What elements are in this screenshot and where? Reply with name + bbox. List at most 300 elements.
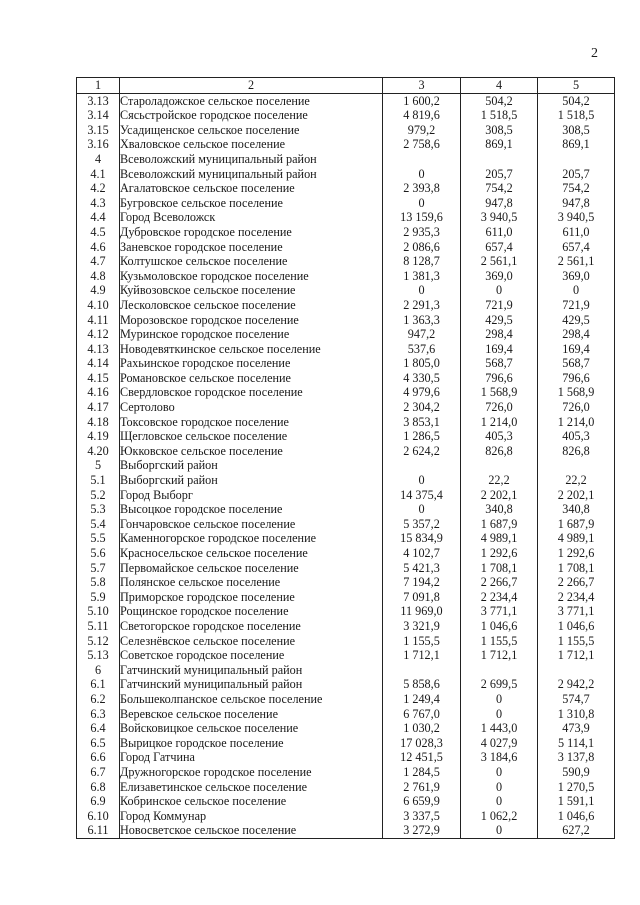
table-row: [77, 794, 615, 809]
value-col5-cell: 504,2: [538, 93, 615, 108]
row-number-cell: 5.1: [77, 473, 120, 488]
table-row: [77, 531, 615, 546]
settlement-name-cell: Город Всеволожск: [120, 210, 383, 225]
value-col5-cell: 1 214,0: [538, 415, 615, 430]
settlement-name-cell: Лесколовское сельское поселение: [120, 298, 383, 313]
value-col4-cell: 2 561,1: [461, 254, 538, 269]
value-col4-cell: 1 443,0: [461, 721, 538, 736]
value-col3-cell: 2 291,3: [383, 298, 461, 313]
value-col3-cell: 947,2: [383, 327, 461, 342]
value-col3-cell: 12 451,5: [383, 750, 461, 765]
row-number-cell: 4.4: [77, 210, 120, 225]
row-number-cell: 4.3: [77, 196, 120, 211]
settlement-name-cell: Романовское сельское поселение: [120, 371, 383, 386]
value-col4-cell: 2 699,5: [461, 677, 538, 692]
value-col4-cell: 1 712,1: [461, 648, 538, 663]
table-row: [77, 123, 615, 138]
value-col3-cell: 7 091,8: [383, 590, 461, 605]
value-col5-cell: 611,0: [538, 225, 615, 240]
row-number-cell: 6.11: [77, 823, 120, 838]
table-row: [77, 780, 615, 795]
value-col4-cell: 0: [461, 780, 538, 795]
column-header-number: 1: [77, 78, 120, 94]
settlement-name-cell: Бугровское сельское поселение: [120, 196, 383, 211]
settlement-name-cell: Выборгский район: [120, 473, 383, 488]
value-col4-cell: 1 568,9: [461, 385, 538, 400]
row-number-cell: 6.6: [77, 750, 120, 765]
row-number-cell: 5.2: [77, 488, 120, 503]
value-col5-cell: 1 046,6: [538, 619, 615, 634]
table-row: [77, 181, 615, 196]
value-col5-cell: 3 771,1: [538, 604, 615, 619]
value-col3-cell: 1 805,0: [383, 356, 461, 371]
row-number-cell: 4.15: [77, 371, 120, 386]
value-col5-cell: 429,5: [538, 313, 615, 328]
value-col4-cell: 308,5: [461, 123, 538, 138]
row-number-cell: 6.5: [77, 736, 120, 751]
value-col4-cell: 298,4: [461, 327, 538, 342]
settlement-name-cell: Советское городское поселение: [120, 648, 383, 663]
value-col5-cell: [538, 152, 615, 167]
settlement-name-cell: Кузьмоловское городское поселение: [120, 269, 383, 284]
value-col5-cell: 826,8: [538, 444, 615, 459]
value-col5-cell: 1 270,5: [538, 780, 615, 795]
value-col5-cell: 590,9: [538, 765, 615, 780]
value-col3-cell: 5 421,3: [383, 561, 461, 576]
table-body: [77, 93, 615, 838]
settlement-name-cell: Новосветское сельское поселение: [120, 823, 383, 838]
settlement-name-cell: Красносельское сельское поселение: [120, 546, 383, 561]
value-col3-cell: 1 600,2: [383, 93, 461, 108]
value-col3-cell: 3 272,9: [383, 823, 461, 838]
settlement-name-cell: Приморское городское поселение: [120, 590, 383, 605]
row-number-cell: 5.10: [77, 604, 120, 619]
row-number-cell: 6.9: [77, 794, 120, 809]
value-col4-cell: 1 708,1: [461, 561, 538, 576]
row-number-cell: 5.8: [77, 575, 120, 590]
value-col5-cell: 2 561,1: [538, 254, 615, 269]
settlement-name-cell: Сертолово: [120, 400, 383, 415]
value-col4-cell: 947,8: [461, 196, 538, 211]
value-col3-cell: [383, 663, 461, 678]
settlement-name-cell: Токсовское городское поселение: [120, 415, 383, 430]
settlement-name-cell: Высоцкое городское поселение: [120, 502, 383, 517]
value-col4-cell: 1 046,6: [461, 619, 538, 634]
row-number-cell: 3.16: [77, 137, 120, 152]
value-col3-cell: 979,2: [383, 123, 461, 138]
value-col4-cell: 429,5: [461, 313, 538, 328]
value-col5-cell: 308,5: [538, 123, 615, 138]
settlement-name-cell: Муринское городское поселение: [120, 327, 383, 342]
value-col4-cell: 504,2: [461, 93, 538, 108]
table-row: [77, 385, 615, 400]
value-col3-cell: 6 659,9: [383, 794, 461, 809]
row-number-cell: 4: [77, 152, 120, 167]
value-col5-cell: 1 712,1: [538, 648, 615, 663]
row-number-cell: 4.5: [77, 225, 120, 240]
value-col4-cell: 726,0: [461, 400, 538, 415]
row-number-cell: 5: [77, 458, 120, 473]
table-row: [77, 137, 615, 152]
table-row: [77, 575, 615, 590]
table-row: [77, 196, 615, 211]
table-row: [77, 93, 615, 108]
table-row: [77, 313, 615, 328]
table-row: [77, 517, 615, 532]
value-col3-cell: 17 028,3: [383, 736, 461, 751]
value-col3-cell: 11 969,0: [383, 604, 461, 619]
value-col4-cell: 1 214,0: [461, 415, 538, 430]
settlement-name-cell: Дубровское городское поселение: [120, 225, 383, 240]
value-col4-cell: 721,9: [461, 298, 538, 313]
value-col5-cell: 568,7: [538, 356, 615, 371]
row-number-cell: 6.1: [77, 677, 120, 692]
settlement-name-cell: Вырицкое городское поселение: [120, 736, 383, 751]
table-row: [77, 473, 615, 488]
row-number-cell: 4.14: [77, 356, 120, 371]
row-number-cell: 6.10: [77, 809, 120, 824]
table-row: [77, 692, 615, 707]
table-row: [77, 546, 615, 561]
value-col4-cell: 169,4: [461, 342, 538, 357]
row-number-cell: 5.5: [77, 531, 120, 546]
table-row: [77, 269, 615, 284]
table-row: [77, 298, 615, 313]
value-col4-cell: 3 940,5: [461, 210, 538, 225]
value-col4-cell: 369,0: [461, 269, 538, 284]
value-col4-cell: 611,0: [461, 225, 538, 240]
table-row: [77, 152, 615, 167]
settlement-name-cell: Всеволожский муниципальный район: [120, 167, 383, 182]
value-col5-cell: 473,9: [538, 721, 615, 736]
value-col4-cell: 0: [461, 692, 538, 707]
row-number-cell: 3.14: [77, 108, 120, 123]
table-row: [77, 677, 615, 692]
value-col5-cell: 169,4: [538, 342, 615, 357]
value-col4-cell: 2 234,4: [461, 590, 538, 605]
value-col5-cell: 5 114,1: [538, 736, 615, 751]
value-col3-cell: 0: [383, 167, 461, 182]
settlement-name-cell: Каменногорское городское поселение: [120, 531, 383, 546]
value-col5-cell: 796,6: [538, 371, 615, 386]
page-number: 2: [591, 46, 598, 61]
value-col4-cell: 0: [461, 707, 538, 722]
value-col5-cell: 1 591,1: [538, 794, 615, 809]
value-col5-cell: 754,2: [538, 181, 615, 196]
row-number-cell: 4.20: [77, 444, 120, 459]
row-number-cell: 5.11: [77, 619, 120, 634]
settlement-name-cell: Гатчинский муниципальный район: [120, 663, 383, 678]
table-row: [77, 327, 615, 342]
row-number-cell: 4.18: [77, 415, 120, 430]
value-col5-cell: 2 942,2: [538, 677, 615, 692]
value-col3-cell: 0: [383, 473, 461, 488]
row-number-cell: 4.17: [77, 400, 120, 415]
settlement-name-cell: Гончаровское сельское поселение: [120, 517, 383, 532]
settlement-name-cell: Дружногорское городское поселение: [120, 765, 383, 780]
value-col4-cell: 657,4: [461, 240, 538, 255]
settlement-name-cell: Сясьстройское городское поселение: [120, 108, 383, 123]
value-col3-cell: 13 159,6: [383, 210, 461, 225]
row-number-cell: 5.4: [77, 517, 120, 532]
settlement-name-cell: Щегловское сельское поселение: [120, 429, 383, 444]
value-col4-cell: [461, 458, 538, 473]
row-number-cell: 5.9: [77, 590, 120, 605]
value-col4-cell: 1 518,5: [461, 108, 538, 123]
row-number-cell: 6.2: [77, 692, 120, 707]
value-col3-cell: 1 155,5: [383, 634, 461, 649]
row-number-cell: 6.8: [77, 780, 120, 795]
table-row: [77, 823, 615, 838]
value-col4-cell: 869,1: [461, 137, 538, 152]
table-row: [77, 283, 615, 298]
value-col3-cell: 3 321,9: [383, 619, 461, 634]
settlement-name-cell: Селезнёвское сельское поселение: [120, 634, 383, 649]
value-col4-cell: 1 292,6: [461, 546, 538, 561]
table-row: [77, 619, 615, 634]
value-col3-cell: 5 858,6: [383, 677, 461, 692]
settlement-name-cell: Первомайское сельское поселение: [120, 561, 383, 576]
row-number-cell: 4.19: [77, 429, 120, 444]
value-col3-cell: 1 712,1: [383, 648, 461, 663]
settlement-name-cell: Всеволожский муниципальный район: [120, 152, 383, 167]
value-col5-cell: 1 687,9: [538, 517, 615, 532]
value-col5-cell: 340,8: [538, 502, 615, 517]
table-row: [77, 736, 615, 751]
settlement-name-cell: Усадищенское сельское поселение: [120, 123, 383, 138]
table-row: [77, 356, 615, 371]
value-col5-cell: 721,9: [538, 298, 615, 313]
value-col3-cell: 5 357,2: [383, 517, 461, 532]
table-header: [77, 78, 615, 94]
value-col4-cell: 3 184,6: [461, 750, 538, 765]
value-col5-cell: 1 046,6: [538, 809, 615, 824]
settlement-name-cell: Полянское сельское поселение: [120, 575, 383, 590]
row-number-cell: 4.12: [77, 327, 120, 342]
value-col4-cell: 0: [461, 283, 538, 298]
value-col4-cell: 826,8: [461, 444, 538, 459]
row-number-cell: 4.16: [77, 385, 120, 400]
value-col3-cell: 1 286,5: [383, 429, 461, 444]
value-col3-cell: 537,6: [383, 342, 461, 357]
row-number-cell: 5.12: [77, 634, 120, 649]
value-col3-cell: 1 249,4: [383, 692, 461, 707]
value-col3-cell: 0: [383, 502, 461, 517]
value-col3-cell: 7 194,2: [383, 575, 461, 590]
value-col5-cell: 627,2: [538, 823, 615, 838]
table-row: [77, 750, 615, 765]
settlement-name-cell: Юкковское сельское поселение: [120, 444, 383, 459]
row-number-cell: 6.3: [77, 707, 120, 722]
table-row: [77, 254, 615, 269]
value-col3-cell: 3 853,1: [383, 415, 461, 430]
value-col3-cell: 2 393,8: [383, 181, 461, 196]
row-number-cell: 6.7: [77, 765, 120, 780]
settlement-name-cell: Агалатовское сельское поселение: [120, 181, 383, 196]
value-col5-cell: 298,4: [538, 327, 615, 342]
value-col4-cell: 1 062,2: [461, 809, 538, 824]
value-col5-cell: 1 708,1: [538, 561, 615, 576]
value-col3-cell: 1 381,3: [383, 269, 461, 284]
table-row: [77, 663, 615, 678]
value-col5-cell: 1 518,5: [538, 108, 615, 123]
value-col4-cell: 340,8: [461, 502, 538, 517]
value-col3-cell: 1 284,5: [383, 765, 461, 780]
value-col5-cell: 1 310,8: [538, 707, 615, 722]
settlement-name-cell: Веревское сельское поселение: [120, 707, 383, 722]
table-row: [77, 648, 615, 663]
row-number-cell: 5.3: [77, 502, 120, 517]
value-col5-cell: 3 940,5: [538, 210, 615, 225]
value-col3-cell: 2 624,2: [383, 444, 461, 459]
row-number-cell: 5.6: [77, 546, 120, 561]
row-number-cell: 4.1: [77, 167, 120, 182]
value-col5-cell: 657,4: [538, 240, 615, 255]
value-col3-cell: 2 086,6: [383, 240, 461, 255]
row-number-cell: 5.7: [77, 561, 120, 576]
table-row: [77, 167, 615, 182]
value-col4-cell: 1 155,5: [461, 634, 538, 649]
row-number-cell: 4.7: [77, 254, 120, 269]
table-row: [77, 765, 615, 780]
value-col5-cell: 4 989,1: [538, 531, 615, 546]
value-col4-cell: [461, 152, 538, 167]
column-header-3: 3: [383, 78, 461, 94]
settlement-name-cell: Войсковицкое сельское поселение: [120, 721, 383, 736]
settlement-name-cell: Елизаветинское сельское поселение: [120, 780, 383, 795]
value-col4-cell: 3 771,1: [461, 604, 538, 619]
table-row: [77, 634, 615, 649]
value-col3-cell: [383, 152, 461, 167]
allocation-table: [76, 77, 615, 839]
settlement-name-cell: Большеколпанское сельское поселение: [120, 692, 383, 707]
value-col5-cell: 947,8: [538, 196, 615, 211]
column-header-4: 4: [461, 78, 538, 94]
column-header-5: 5: [538, 78, 615, 94]
value-col5-cell: 22,2: [538, 473, 615, 488]
value-col5-cell: [538, 663, 615, 678]
row-number-cell: 3.13: [77, 93, 120, 108]
row-number-cell: 4.10: [77, 298, 120, 313]
table-row: [77, 809, 615, 824]
table-row: [77, 458, 615, 473]
value-col3-cell: 2 761,9: [383, 780, 461, 795]
value-col5-cell: [538, 458, 615, 473]
settlement-name-cell: Свердловское городское поселение: [120, 385, 383, 400]
row-number-cell: 6: [77, 663, 120, 678]
value-col4-cell: 0: [461, 794, 538, 809]
value-col4-cell: 4 027,9: [461, 736, 538, 751]
value-col3-cell: 1 030,2: [383, 721, 461, 736]
table-row: [77, 707, 615, 722]
value-col5-cell: 2 202,1: [538, 488, 615, 503]
settlement-name-cell: Новодевяткинское сельское поселение: [120, 342, 383, 357]
settlement-name-cell: Город Выборг: [120, 488, 383, 503]
value-col5-cell: 3 137,8: [538, 750, 615, 765]
value-col4-cell: [461, 663, 538, 678]
value-col3-cell: 4 330,5: [383, 371, 461, 386]
value-col3-cell: 4 979,6: [383, 385, 461, 400]
value-col3-cell: 6 767,0: [383, 707, 461, 722]
value-col3-cell: 2 935,3: [383, 225, 461, 240]
value-col3-cell: 0: [383, 283, 461, 298]
settlement-name-cell: Город Гатчина: [120, 750, 383, 765]
value-col3-cell: 2 304,2: [383, 400, 461, 415]
settlement-name-cell: Светогорское городское поселение: [120, 619, 383, 634]
table-row: [77, 108, 615, 123]
table-row: [77, 721, 615, 736]
table-row: [77, 371, 615, 386]
value-col4-cell: 0: [461, 765, 538, 780]
value-col5-cell: 405,3: [538, 429, 615, 444]
table-row: [77, 561, 615, 576]
value-col3-cell: 15 834,9: [383, 531, 461, 546]
value-col4-cell: 405,3: [461, 429, 538, 444]
row-number-cell: 4.2: [77, 181, 120, 196]
value-col4-cell: 754,2: [461, 181, 538, 196]
value-col3-cell: 2 758,6: [383, 137, 461, 152]
value-col5-cell: 574,7: [538, 692, 615, 707]
settlement-name-cell: Выборгский район: [120, 458, 383, 473]
column-header-name: 2: [120, 78, 383, 94]
value-col4-cell: 2 202,1: [461, 488, 538, 503]
table-row: [77, 225, 615, 240]
settlement-name-cell: Колтушское сельское поселение: [120, 254, 383, 269]
value-col4-cell: 0: [461, 823, 538, 838]
value-col3-cell: 14 375,4: [383, 488, 461, 503]
row-number-cell: 3.15: [77, 123, 120, 138]
row-number-cell: 4.9: [77, 283, 120, 298]
table-row: [77, 240, 615, 255]
settlement-name-cell: Гатчинский муниципальный район: [120, 677, 383, 692]
settlement-name-cell: Морозовское городское поселение: [120, 313, 383, 328]
settlement-name-cell: Староладожское сельское поселение: [120, 93, 383, 108]
header-row: [77, 78, 615, 94]
value-col4-cell: 22,2: [461, 473, 538, 488]
value-col5-cell: 205,7: [538, 167, 615, 182]
settlement-name-cell: Кобринское сельское поселение: [120, 794, 383, 809]
value-col4-cell: 796,6: [461, 371, 538, 386]
table-row: [77, 400, 615, 415]
settlement-name-cell: Хваловское сельское поселение: [120, 137, 383, 152]
value-col5-cell: 726,0: [538, 400, 615, 415]
table-row: [77, 590, 615, 605]
value-col5-cell: 369,0: [538, 269, 615, 284]
row-number-cell: 4.6: [77, 240, 120, 255]
settlement-name-cell: Рахьинское городское поселение: [120, 356, 383, 371]
settlement-name-cell: Город Коммунар: [120, 809, 383, 824]
value-col3-cell: 0: [383, 196, 461, 211]
table-row: [77, 342, 615, 357]
value-col5-cell: 1 155,5: [538, 634, 615, 649]
value-col4-cell: 1 687,9: [461, 517, 538, 532]
table-row: [77, 488, 615, 503]
settlement-name-cell: Куйвозовское сельское поселение: [120, 283, 383, 298]
value-col5-cell: 2 234,4: [538, 590, 615, 605]
settlement-name-cell: Рощинское городское поселение: [120, 604, 383, 619]
table-row: [77, 502, 615, 517]
table-row: [77, 604, 615, 619]
row-number-cell: 5.13: [77, 648, 120, 663]
value-col5-cell: 0: [538, 283, 615, 298]
row-number-cell: 4.11: [77, 313, 120, 328]
row-number-cell: 4.8: [77, 269, 120, 284]
value-col3-cell: 4 102,7: [383, 546, 461, 561]
table-row: [77, 429, 615, 444]
value-col3-cell: 8 128,7: [383, 254, 461, 269]
value-col5-cell: 2 266,7: [538, 575, 615, 590]
row-number-cell: 4.13: [77, 342, 120, 357]
